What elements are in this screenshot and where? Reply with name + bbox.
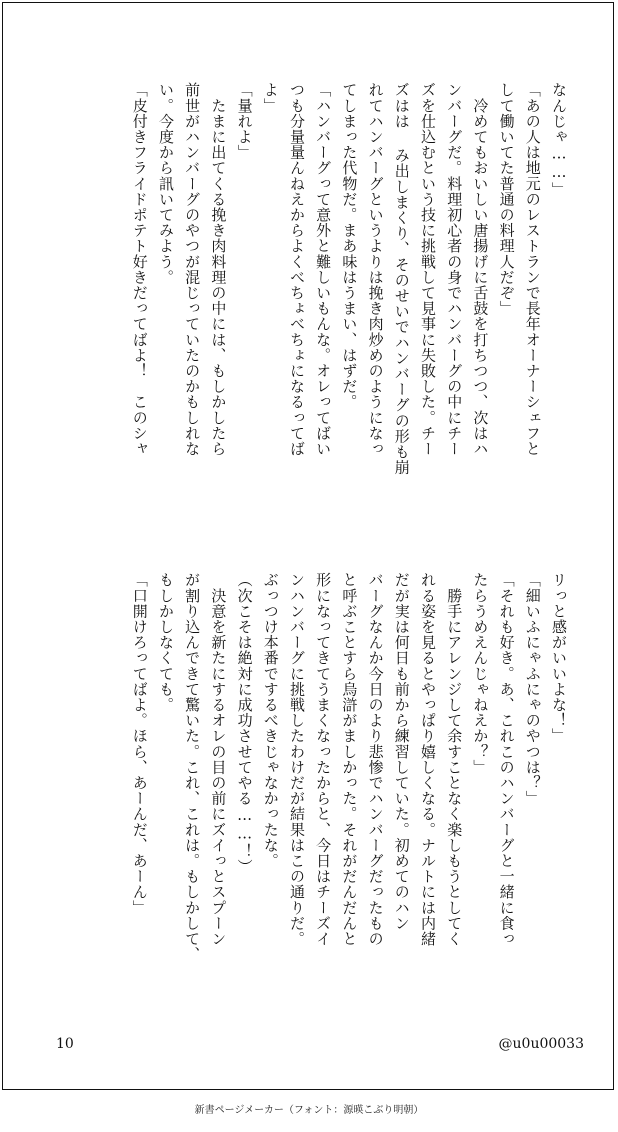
text-line: バーグなんか今日のより悲惨でハンバーグだったもの	[366, 572, 385, 947]
text-line: が割り込んできて驚いた。これ、これは。もしかして、	[183, 572, 202, 962]
text-line: 「それも好き。あ、これこのハンバーグと一緒に食っ	[497, 572, 516, 947]
text-line: 冷めてもおいしい唐揚げに舌鼓を打ちつつ、次はハ	[471, 82, 490, 457]
text-line: ンハンバーグに挑戦したわけだが結果はこの通りだ。	[287, 572, 306, 947]
footer-credit: 新書ページメーカー（フォント：源暎こぶり明朝）	[194, 1105, 424, 1116]
text-line: れてハンバーグというよりは挽き肉炒めのようになっ	[366, 82, 385, 457]
text-line: 「細いふにゃふにゃのやつは？」	[523, 572, 542, 806]
text-line: 前世がハンバーグのやつが混じっていたのかもしれな	[183, 82, 202, 457]
page-number: 10	[56, 1036, 74, 1052]
text-line: もしかしなくても。	[156, 572, 175, 713]
text-line: ズはは み出しまくり、そのせいでハンバーグの形も崩	[392, 82, 411, 475]
text-line: して働いてた普通の料理人だぞ」	[497, 82, 516, 316]
text-line: （次こそは絶対に成功させてやる……！）	[235, 572, 254, 875]
text-line: 「量れよ」	[235, 82, 254, 160]
text-line: れる姿を見るとやっぱり嬉しくなる。ナルトには内緒	[418, 572, 437, 947]
text-line: 「あの人は地元のレストランで長年オーナーシェフと	[523, 82, 542, 457]
text-line: 形になってきてうまくなったからと、今日はチーズイ	[314, 572, 333, 947]
text-line: 「ハンバーグって意外と難しいもんな。オレってばい	[314, 82, 333, 457]
text-line: つも分量量んねえからよくべちょべちょになるってば	[287, 82, 306, 457]
text-line: たらうめえんじゃねえか？」	[471, 572, 490, 775]
text-line: なんじゃ……」	[550, 82, 568, 198]
text-block-bottom	[52, 572, 572, 1004]
author-handle: @u0u00033	[498, 1036, 584, 1052]
text-line: ぶっつけ本番でするべきじゃなかったな。	[261, 572, 280, 869]
text-line: ンバーグだ。料理初心者の身でハンバーグの中にチー	[445, 82, 464, 457]
text-line: てしまった代物だ。まあ味はうまい、はずだ。	[340, 82, 359, 410]
text-line: 決意を新たにするオレの目の前にズイっとスプーン	[209, 572, 228, 947]
text-line: ズを仕込むという技に挑戦して見事に失敗した。チー	[418, 82, 437, 457]
text-line: 「皮付きフライドポテト好きだってばよ！ このシャ	[130, 82, 149, 457]
text-line: い。今度から訊いてみよう。	[156, 82, 175, 285]
text-line: だが実は何日も前から練習していた。初めてのハン	[392, 572, 411, 931]
text-block-top	[52, 82, 572, 514]
text-line: よ」	[261, 82, 280, 114]
text-line: リっと感がいいよな！」	[550, 572, 568, 744]
text-line: と呼ぶことすら烏滸がましかった。それがだんだんと	[340, 572, 359, 947]
text-line: たまに出てくる挽き肉料理の中には、もしかしたら	[209, 82, 228, 457]
text-line: 勝手にアレンジして余すことなく楽しもうとしてく	[445, 572, 464, 947]
text-line: 「口開けろってばよ。ほら、あーんだ、あーん」	[130, 572, 149, 916]
